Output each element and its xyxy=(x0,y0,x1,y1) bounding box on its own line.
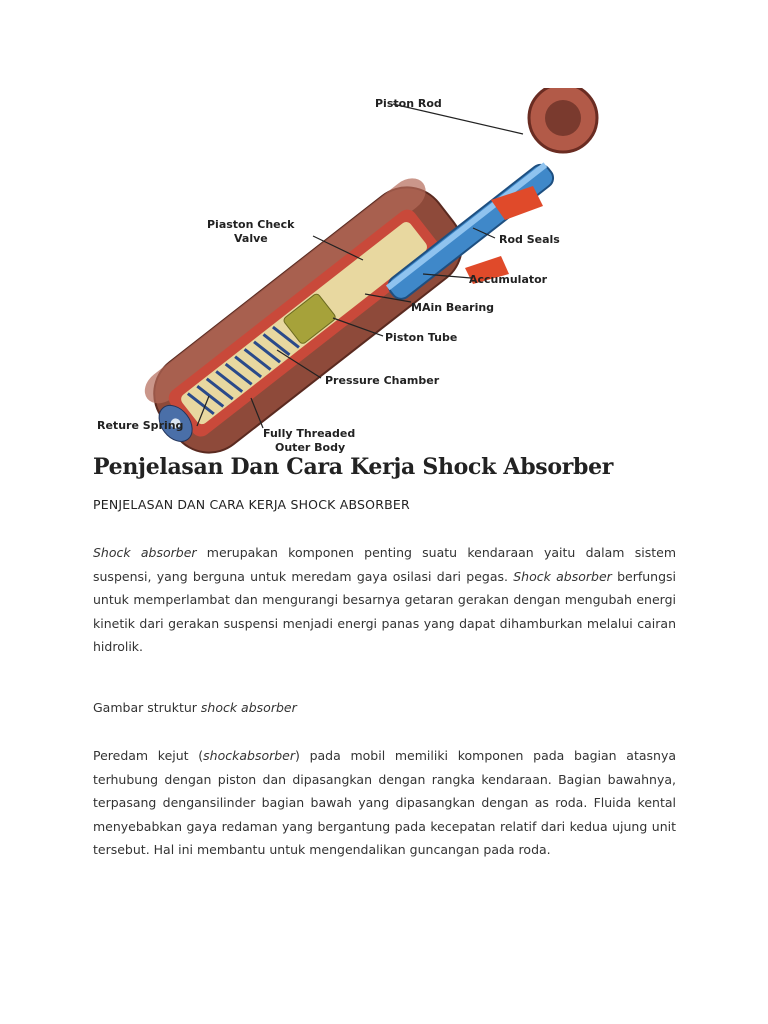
paragraph-structure-text-1: Peredam kejut ( xyxy=(93,748,204,763)
label-pressure-chamber: Pressure Chamber xyxy=(325,374,440,387)
label-check-valve-2: Valve xyxy=(234,232,268,245)
label-piston-tube: Piston Tube xyxy=(385,331,458,344)
caption-term: shock absorber xyxy=(200,700,297,715)
term-shockabsorber: shockabsorber xyxy=(203,748,296,763)
article-title: Penjelasan Dan Cara Kerja Shock Absorber xyxy=(93,454,614,480)
paragraph-intro-text-2: berfungsi untuk memperlambat dan mengurangi besarnya getaran gerakan dengan mengubah energi kinetik dari gerakan suspensi menjadi energi panas yang dapat dihamburkan melalui cairan hidrolik. xyxy=(93,568,677,655)
label-rod-seals: Rod Seals xyxy=(499,233,560,246)
paragraph-structure-text-2: ) pada mobil memiliki komponen pada bagian atasnya terhubung dengan piston dan dipasangkan dengan rangka kendaraan. Bagian bawahnya, terpasang dengansilinder bagian bawah yang dipasangkan dengan as roda. Fluida kental menyebabkan gaya redaman yang bergantung pada kecepatan relatif dari kedua ujung unit tersebut. Hal ini membantu untuk mengendalikan guncangan pada roda. xyxy=(93,748,677,858)
paragraph-intro xyxy=(93,541,676,659)
shock-absorber-cutaway-image xyxy=(93,88,676,457)
label-piston-rod: Piston Rod xyxy=(375,97,442,110)
caption-text: Gambar struktur xyxy=(93,700,201,715)
article-subtitle: PENJELASAN DAN CARA KERJA SHOCK ABSORBER xyxy=(93,497,410,512)
term-shock-absorber: Shock absorber xyxy=(93,545,197,560)
shock-absorber-diagram xyxy=(93,88,676,457)
label-outer-body-1: Fully Threaded xyxy=(263,427,356,440)
label-main-bearing: MAin Bearing xyxy=(411,301,495,314)
paragraph-intro-text-1: merupakan komponen penting suatu kendaraan yaitu dalam sistem suspensi, yang berguna untuk meredam gaya osilasi dari pegas. xyxy=(93,545,677,584)
label-outer-body-2: Outer Body xyxy=(275,441,346,454)
label-check-valve-1: Piaston Check xyxy=(207,218,295,231)
figure-caption xyxy=(93,700,297,715)
label-return-spring: Reture Spring xyxy=(97,419,184,432)
term-shock-absorber-2: Shock absorber xyxy=(513,568,612,584)
label-accumulator: Accumulator xyxy=(469,273,548,286)
paragraph-structure xyxy=(93,744,676,862)
